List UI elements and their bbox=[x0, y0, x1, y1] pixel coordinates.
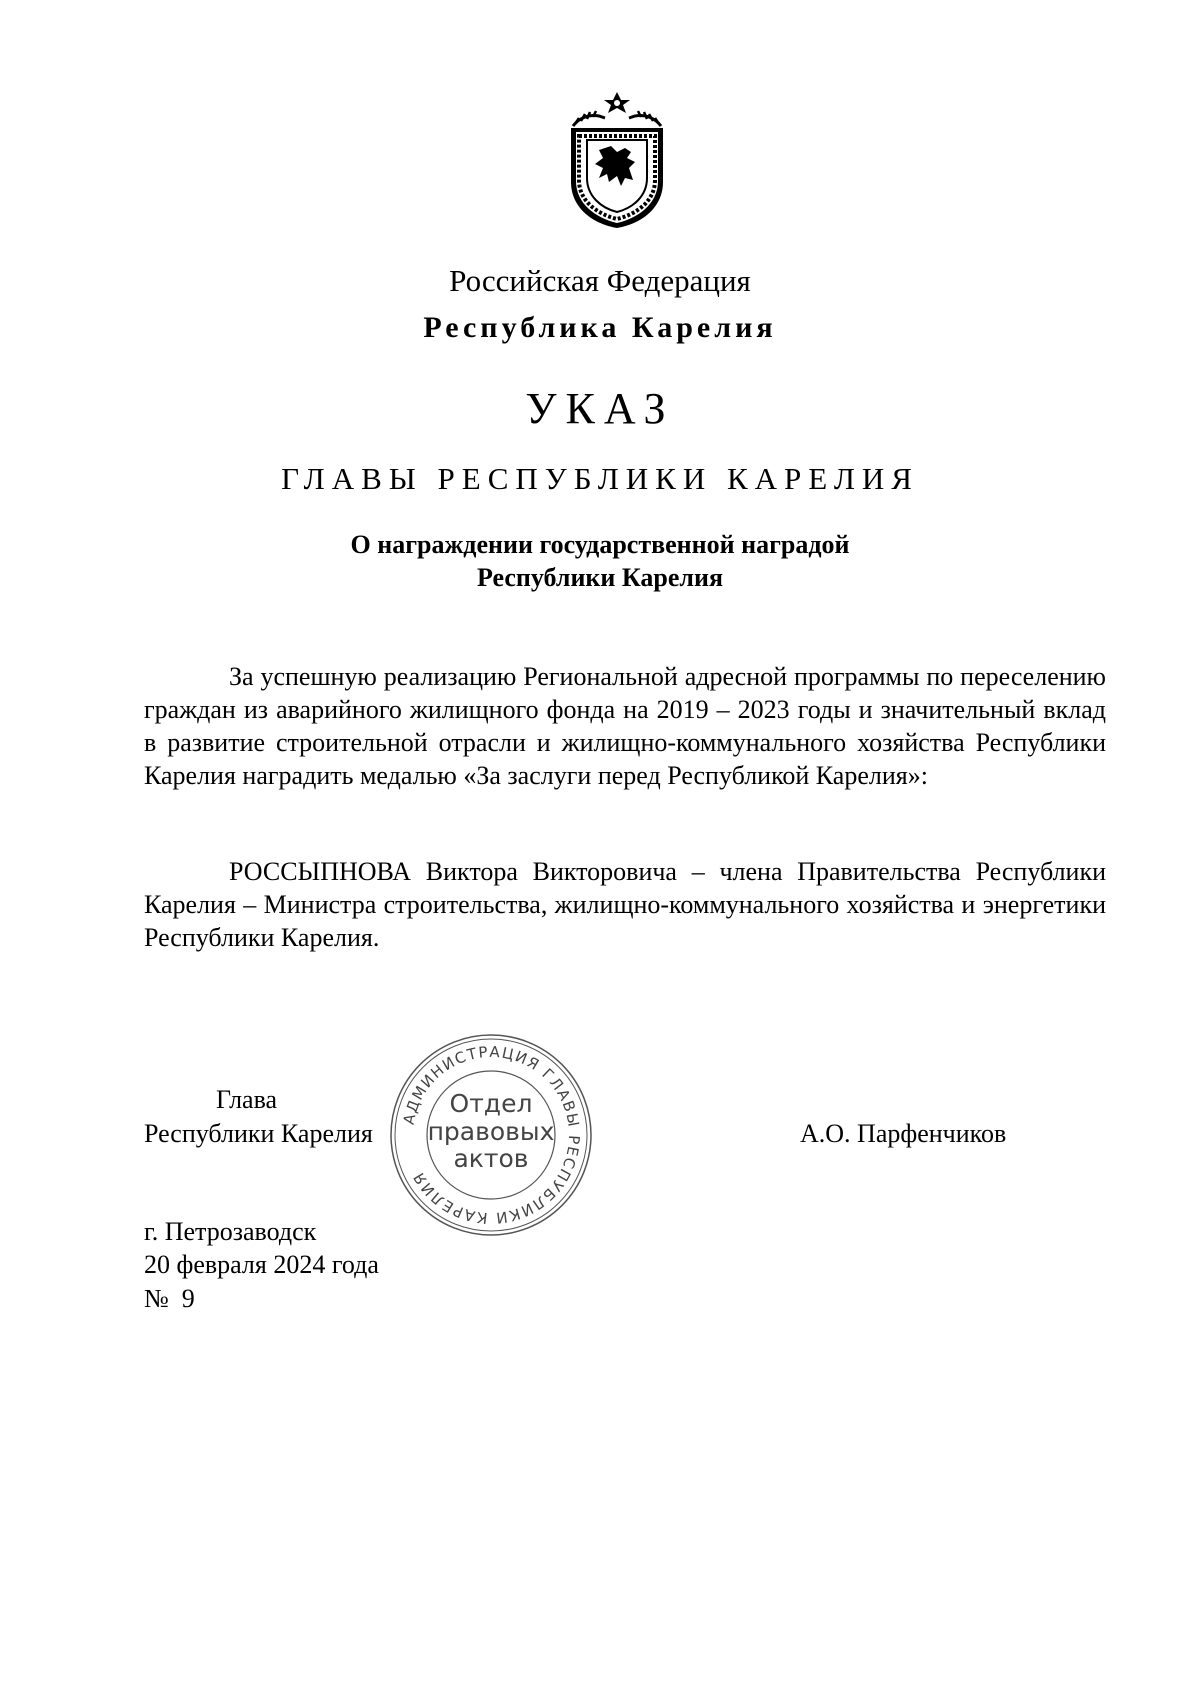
issue-place: г. Петрозаводск bbox=[144, 1217, 317, 1246]
signatory-name: А.О. Парфенчиков bbox=[800, 1119, 1007, 1148]
stamp-center-line-3: актов bbox=[453, 1144, 529, 1173]
signatory-title-line-1: Глава bbox=[216, 1085, 278, 1114]
document-type: УКАЗ bbox=[525, 384, 675, 433]
issue-date: 20 февраля 2024 года bbox=[144, 1250, 379, 1279]
karelia-coat-of-arms-icon bbox=[565, 90, 669, 230]
body-paragraph-2: РОССЫПНОВА Виктора Викторовича – члена Правительства Республики Карелия – Министра строительства, жилищно-коммунального хозяйства и энергетики Республики Карелия. bbox=[144, 857, 1106, 952]
stamp-ring-text: АДМИНИСТРАЦИЯ ГЛАВЫ РЕСПУБЛИКИ КАРЕЛИЯ bbox=[399, 1042, 584, 1228]
stamp-center-line-2: правовых bbox=[427, 1117, 555, 1146]
body-paragraph-1: За успешную реализацию Региональной адресной программы по переселению граждан из аварийного жилищного фонда на 2019 – 2023 годы и значительный вклад в развитие строительной отрасли и жилищно-коммунального хозяйства Республики Карелия наградить медалью «За заслуги перед Республикой Карелия»: bbox=[144, 662, 1106, 790]
stamp-center-line-1: Отдел bbox=[449, 1089, 533, 1118]
country-name: Российская Федерация bbox=[449, 263, 751, 298]
signatory-title-line-2: Республики Карелия bbox=[144, 1119, 373, 1148]
subject-line-2: Республики Карелия bbox=[476, 563, 724, 592]
republic-name: Республика Карелия bbox=[423, 311, 777, 344]
decree-number: № 9 bbox=[144, 1284, 195, 1313]
official-stamp bbox=[388, 1032, 594, 1238]
subject-line-1: О награждении государственной наградой bbox=[350, 530, 850, 559]
issuer: ГЛАВЫ РЕСПУБЛИКИ КАРЕЛИЯ bbox=[281, 461, 919, 496]
decree-subject bbox=[0, 528, 1200, 594]
